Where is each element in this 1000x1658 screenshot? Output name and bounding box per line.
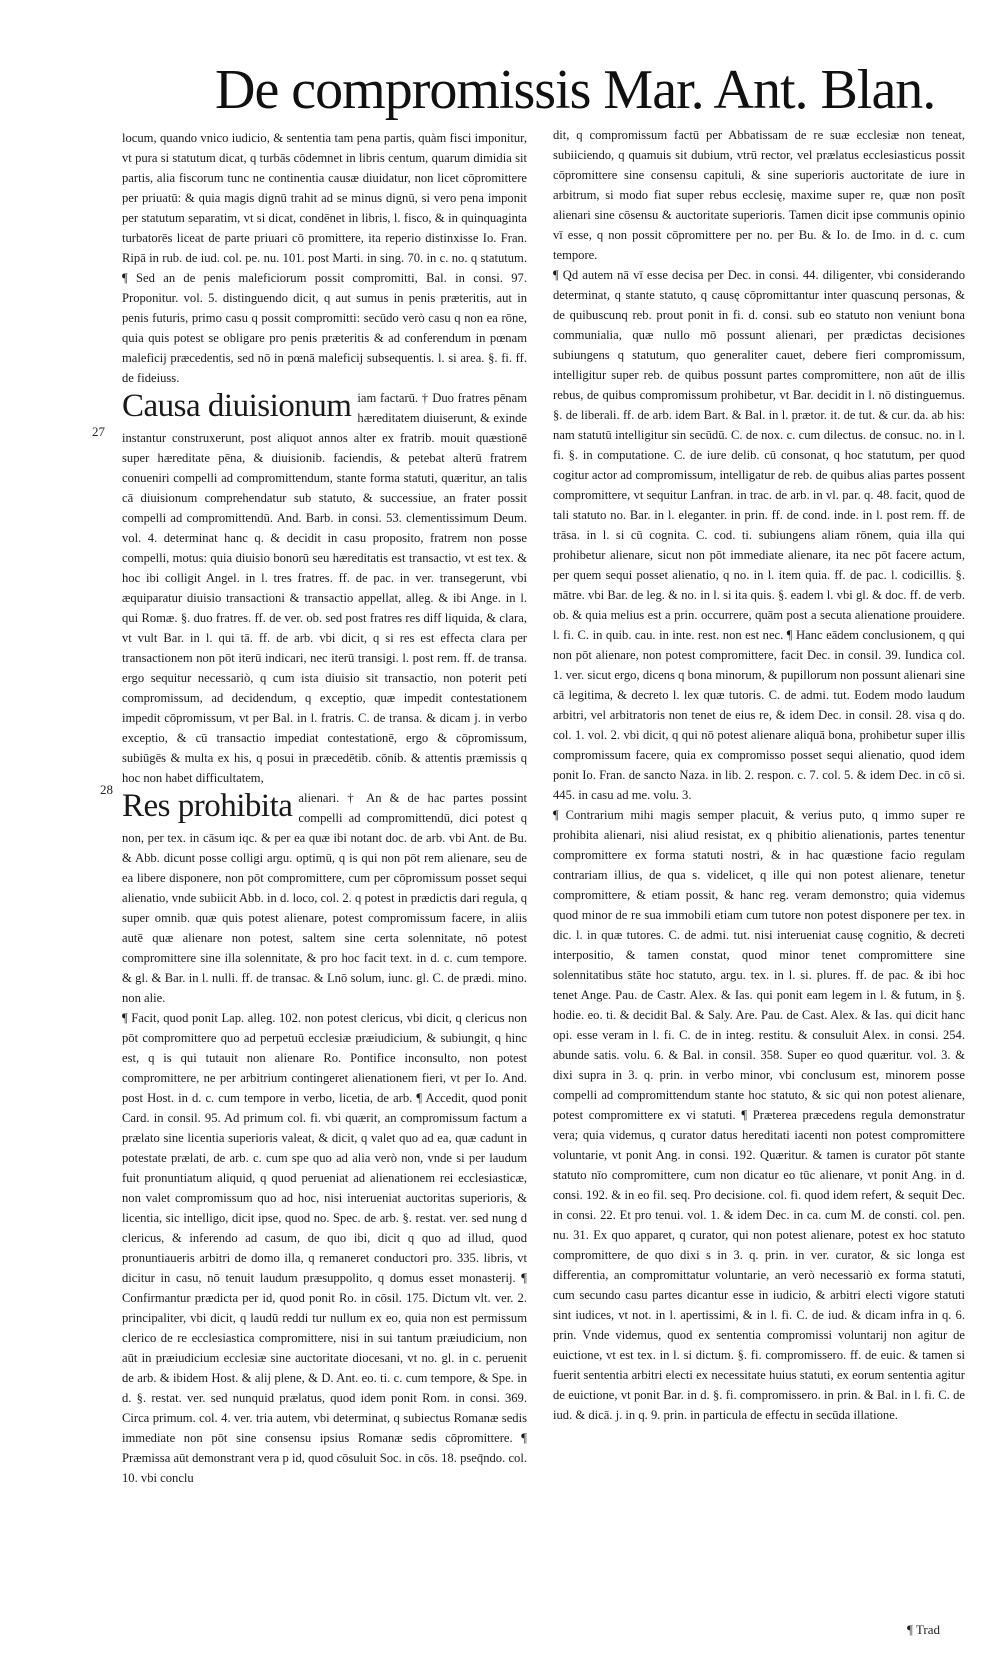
catchword: ¶ Trad: [907, 1622, 940, 1637]
rubric-causa-diuisionum: Causa diuisionum: [122, 388, 352, 424]
right-paragraph-1: dit, q compromissum factū per Abbatissam de re suæ ecclesiæ non teneat, subiiciendo, q quamuis sit dubium, vtrū rector, vel prælatus ecclesiasticus possit cōpromittere sine consensu capituli, & sine superioris auctoritate de iure in arbitrum, si modo fiat super rebus ecclesię, maxime super re, quæ non posīt alienari sine cōsensu & auctoritate superioris. Tamen dicit ipse communis opinio vī esse, q non possit cōpromittere per no. per Bu. & Io. de Imo. in d. c. cum tempore.: [553, 128, 965, 262]
margin-number-27: 27: [92, 424, 105, 439]
left-paragraph-3: [122, 788, 527, 1008]
rubric-res-prohibita: Res prohibita: [122, 788, 293, 824]
right-paragraph-3: ¶ Contrarium mihi magis semper placuit, & verius puto, q immo super re prohibita alienari, nisi aliud resistat, ex q phibitio alienationis, partes tenentur compromittere ex forma statuti nostri, & in hac quæstione facio regulam contrariam illius, de qua s. videlicet, q ille qui non potest alienare, tenetur compromittere, & etiam possit, & hanc reg. veram demonstro; quia videmus quod minor de re sua immobili etiam cum tutore non potest disponere per tex. in dic. l. in quæ tutores. C. de admi. tut. nisi interueniat causę cognitio, & decreti interpositio, & tamen constat, quod minor tenet compromittere sine solennitatibus stāte hoc statuto, argu. tex. in l. si. plures. ff. de pac. & ibi hoc tenet Ange. Pau. de Castr. Alex. & Ias. qui ponit eam legem in l. & futum, in §. hodie. eo. ti. & decidit Bal. & Saly. Are. Pau. de Cast. Alex. & Ias. qui dicit hanc opi. esse veram in l. fi. C. de in integ. restitu. & consuluit Alex. in consi. 254. abunde satis. volu. 6. & Bal. in consil. 358. Super eo quod quæritur. vol. 3. & dixi supra in 3. q. prin. in verbo minor, vbi conclusum est, minorem posse compelli ad compromittendum stante hoc statuto, & sic qui non potest alienare, potest compromittere ex vi statuti. ¶ Præterea præcedens regula demonstratur vera; quia videmus, q curator datus hereditati iacenti non potest compromittere voluntarie, vt ponit Ang. in consi. 192. Quæritur. & tamen is curator pōt stante statuto nīo compromittere, cum non dicatur eo tūc alienare, vt ponit Ang. in d. consi. 192. & in eo fil. seq. Pro decisione. col. fi. quod idem refert, & sequit Dec. in consi. 22. Et pro tenui. vol. 1. & idem Dec. in ca. cum M. de consti. col. pen. nu. 31. Ex quo apparet, q curator, qui non potest alienare, potest ex hoc statuto compromittere, de quo dixi s in 3. q. prin. in ver. curator, & sic longa est differentia, an compromittatur voluntarie, an verò necessariò ex forma statuti, cum secundo casu partes dicantur esse in iudicio, & arbitri electi vigore statuti sint iudices, vt not. in l. apertissimi, & in l. fi. C. de iud. & dicam infra in q. 6. prin. Vnde videmus, quod ex sententia compromissi voluntarij non agitur de euictione, vt est tex. in l. si dictum. §. fi. compromissero. ff. de euic. & tamen si fuerit sententia arbitri electi ex necessitate huius statuti, ex eorum sententia agitur de euictione, vt ponit Bar. in d. §. fi. compromissero. in prin. & Bal. in l. fi. C. de iud. & dicā. j. in q. 9. prin. in particula de effectu in secūda illatione.: [553, 808, 965, 1422]
running-head: De compromissis Mar. Ant. Blan.: [215, 59, 936, 121]
left-paragraph-2: [122, 388, 527, 788]
left-paragraph-1: locum, quando vnico iudicio, & sententia tam pena partis, quàm fisci imponitur, vt pura si statutum dicat, q turbās cōdemnet in libris centum, quarum dimidia sit partis, alia fiscorum tunc ne continentia causæ diuidatur, non licet cōpromittere per priuatū: & quia magis dignū trahit ad se minus dignū, si vero pena imponit per statutum separatim, vt si dicat, condēnet in libris, l. fisco, & in quinquaginta turbatorēs liceat de parte priuari cō promittere, ita reperio distinxisse Io. Fran. Ripā in rub. de iud. col. pe. nu. 101. post Marti. in sing. 70. in c. no. q statutum. ¶ Sed an de penis maleficiorum possit compromitti, Bal. in consi. 97. Proponitur. vol. 5. distinguendo dicit, q aut sumus in penis præteritis, aut in penis futuris, primo casu q possit compromitti: secūdo verò casu q non ea rōne, quia quis potest se obligare pro penis præteritis & ad conferendum in pœnam maleficij præcedentis, sed nō in pœnā maleficij subsequentis. l. si area. §. fi. ff. de fideiuss.: [122, 131, 527, 385]
right-paragraph-2: ¶ Qd autem nā vī esse decisa per Dec. in consi. 44. diligenter, vbi considerando determinat, q stante statuto, q causę cōpromittantur inter quascunq personas, & de quibuscunq reb. prout ponit in fi. d. consi. sub eo statuto non veniunt bona communialia, quæ nullo mō possunt alienari, per prædictas decisiones subiungens q statutum, quo generaliter cauet, debere fieri compromissum, intelligitur super reb. de quibus possunt partes compromittere, non aūt de illis rebus, de quibus compromissum prohibetur, vt Bar. decidit in l. nō distinguemus. §. de liberali. ff. de arb. idem Bart. & Bal. in l. prætor. it. de tut. & cur. da. ab his: nam statutū intelligitur sin secūdū. C. de nox. c. cum dilectus. de consuc. no. in l. fi. §. in computatione. C. de iure delib. cū consonat, q hoc statutum, per quod cogitur actor ad compromissum, intelligatur de reb. de quibus alias partes possent compromittere, vt sequitur Lanfran. in trac. de arb. in vl. par. q. 48. facit, quod de tali statuto no. Bar. in l. eleganter. in prin. ff. de cond. inde. in l. post rem. ff. de trāsa. in l. si cū cognita. C. cod. ti. subiungens aliam rōnem, quia illa qui prohibetur alienare, sicut non pōt immediate alienare, ita nec pōt facere actum, per quem sequi posset alienatio, q no. in l. item quia. ff. de pac. l. codicillis. §. mātre. vbi Bar. de leg. & no. in l. si ita quis. §. eadem l. vbi gl. & doc. ff. de verb. ob. & quia melius est a prin. occurrere, quām post a secuta alienatione prouidere. l. fi. C. in quib. cau. in inte. rest. non est nec. ¶ Hanc eādem conclusionem, q qui non pōt alienare, non potest compromittere, facit Dec. in consil. 39. Iundica col. 1. ver. sicut ergo, dicens q bona minorum, & pupillorum non possunt alienari sine cā legitima, & decreto l. lex quæ tutoris. C. de admi. tut. Eodem modo laudum arbitri, vel arbitratoris non tenet de eius re, & idem Dec. in consil. 28. visa q do. col. 1. vol. 2. vbi dicit, q qui nō potest alienare aliquā bona, prohibetur super illis compromissum facere, quia ex compromisso posset sequi alienatio, quod idem ponit Io. Fran. de sancto Naza. in lib. 2. respon. c. 7. col. 5. & idem Dec. in cō si. 445. in casu ad me. volu. 3.: [553, 268, 965, 802]
right-column: [553, 125, 965, 1425]
left-paragraph-2-text: iam factarū. † Duo fratres pēnam hæreditatem diuiserunt, & exinde instantur construxerunt, post aliquot annos alter ex fratrib. mouit quæstionē super hæreditate pēna, & diuisionib. faciendis, & petebat alterū fratrem conueniri compelli ad compromittendum, stante forma statuti, quæritur, an talis cā diuisionum comprehendatur sub statuto, & successiue, an frater possit compelli ad compromittendū. And. Barb. in consi. 53. clementissimum Deum. vol. 4. determinat hanc q. & decidit in casu proposito, fratrem non posse compelli, motus: quia diuisio bonorū seu hæreditatis est transactio, vt est tex. & hoc ibi colligit Angel. in l. tres fratres. ff. de pac. in ver. transegerunt, vbi æquiparatur diuisio transactioni & transactio appellat, alleg. & ibi Ange. in l. qui Romæ. §. duo fratres. ff. de ver. ob. sed post fratres res diff liquida, & clara, vt vult Bar. in l. qui tā. ff. de arb. vbi dicit, q si res est effecta clara per transactionem non pōt iterū indicari, nec iterū transigi. l. post rem. ff. de transa. ergo sequitur necessariò, q cum ista diuisio sit transactio, non poterit peti compromissum, ad decidendum, q exceptio, quæ impedit contestationem impedit cōpromissum, vt per Bal. in l. fratris. C. de transa. & dicam j. in verbo exceptio, & cū transactio impediat contestationē, ergo & cōpromissum, subiūgēs & multa ex his, q posui in præcedētib. cōnib. & attentis præmissis q hoc non habet difficultatem,: [122, 391, 527, 785]
left-paragraph-3-text: alienari. † An & de hac partes possint compelli ad compromittendū, dici potest q non, per tex. in cāsum iqc. & per ea quæ ibi notant doc. de arb. vbi Ant. de Bu. & Abb. dicunt posse colligi argu. optimū, q is qui non pōt rem alienare, seu de ea libere disponere, non pōt compromittere, cum per cōpromissum posset sequi alienatio, vnde subiicit Abb. in d. loco, col. 2. q potest in prædictis dari regula, q super omnib. quæ quis potest alienare, potest compromissum facere, in aliis autē quæ alienare non potest, saltem sine certa solennitate, nō potest compromittere sine illa solennitate, & pro hoc facit text. in d. c. cum tempore. & gl. & Bar. in l. nulli. ff. de transac. & Lnō solum, iunc. gl. C. de prædi. mino. non alie.: [122, 791, 527, 1005]
margin-number-28: 28: [100, 782, 113, 797]
left-paragraph-4: ¶ Facit, quod ponit Lap. alleg. 102. non potest clericus, vbi dicit, q clericus non pōt compromittere quo ad perpetuū ecclesiæ præiudicium, & subiungit, q hinc est, q is qui tutauit non alienare Ro. Pontifice inconsulto, non potest compromittere, ne per arbitrium contingeret alienationem fieri, vt per Io. And. post Host. in d. c. cum tempore in verbo, licetia, de arb. ¶ Accedit, quod ponit Card. in consil. 95. Ad primum col. fi. vbi quærit, an compromissum factum a prælato sine licentia superioris valeat, & dicit, q valet quo ad ea, quæ cadunt in potestate prælati, de arb. c. cum spe quo ad alia verò non, vnde si per laudum fuit pronuntiatum aliquid, q quod perueniat ad alienationem rei ecclesiasticæ, non valet compromissum quo ad hoc, nisi interueniat auctoritas superioris, & licentia, sic intelligo, dicit ipse, quod no. Spec. de arb. §. restat. ver. sed nung d clericus, & inferendo ad casum, de quo ibi, dicit q quo ad illud, quod pronuntiaueris arbitri de domo illa, q remaneret conductori pro. 335. libris, vt dicitur in casu, nō tenuit laudum præsuppolito, q domus esset monasterij. ¶ Confirmantur prædicta per id, quod ponit Ro. in cōsil. 175. Dictum vlt. ver. 2. principaliter, vbi dicit, q laudū reddi tur nullum ex eo, quia non est permissum clerico de re ecclesiastica compromittere, nisi in sui tantum præiudicium, non aūt in præiudicium ecclesiæ sine auctoritate diocesani, vt no. gl. in c. peruenit de arb. & ibidem Host. & alij plene, & D. Ant. eo. ti. c. cum tempore, & Spe. in d. §. restat. ver. sed nunquid prælatus, quod idem ponit Rom. in consi. 369. Circa primum. col. 4. ver. tria autem, vbi determinat, q subiectus Romanæ sedis immediate non pōt sine consensu ipsius Romanæ sedis cōpromittere. ¶ Præmissa aūt demonstrant vera p id, quod cōsuluit Soc. in cōs. 18. pseq̄ndo. col. 10. vbi conclu: [122, 1011, 527, 1485]
left-column: [122, 128, 527, 1488]
